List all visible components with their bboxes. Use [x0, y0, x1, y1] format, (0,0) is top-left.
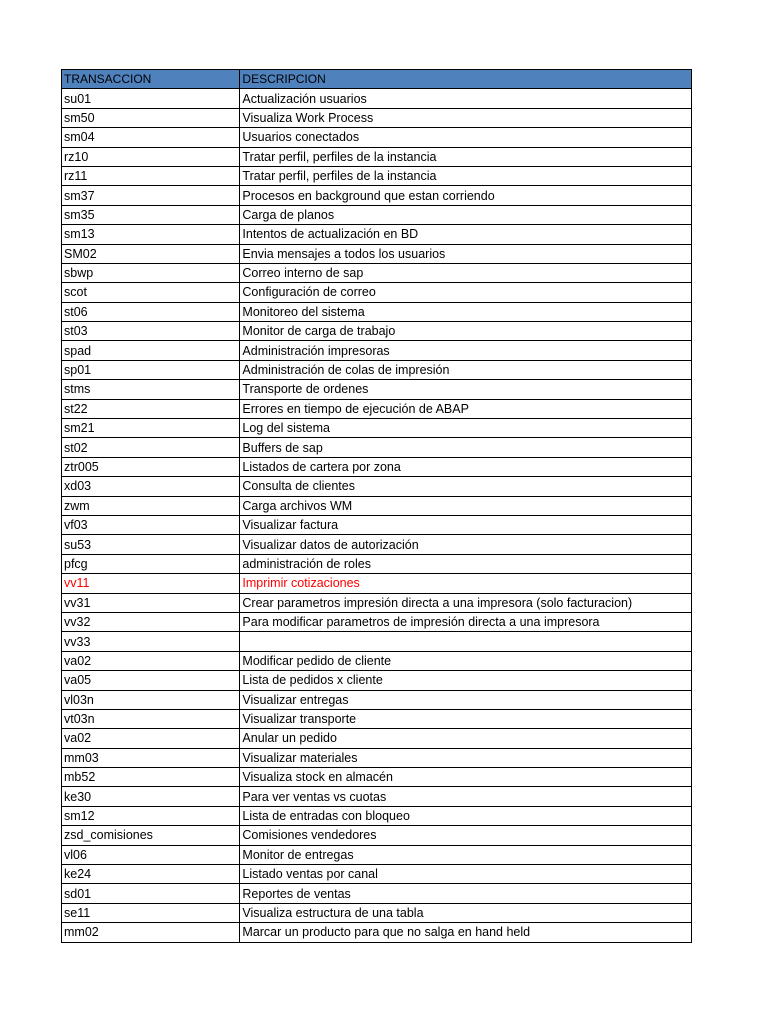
transaction-code-cell[interactable]: vv31	[62, 593, 240, 612]
transaction-description-cell[interactable]: Marcar un producto para que no salga en hand held	[240, 923, 692, 942]
table-body	[62, 89, 692, 942]
transaction-description-cell[interactable]: Administración de colas de impresión	[240, 360, 692, 379]
transaction-code-cell[interactable]: st06	[62, 302, 240, 321]
table-row	[62, 341, 692, 360]
transaction-description-cell[interactable]: Errores en tiempo de ejecución de ABAP	[240, 399, 692, 418]
transaction-code-cell[interactable]: sm35	[62, 205, 240, 224]
transaction-code-cell[interactable]: vv33	[62, 632, 240, 651]
transaction-code-cell[interactable]: spad	[62, 341, 240, 360]
table-row	[62, 438, 692, 457]
table-row	[62, 147, 692, 166]
transaction-code-cell[interactable]: sm21	[62, 419, 240, 438]
transaction-description-cell[interactable]: Correo interno de sap	[240, 263, 692, 282]
transaction-code-cell[interactable]: vv32	[62, 612, 240, 631]
table-row	[62, 108, 692, 127]
transaction-description-cell[interactable]	[240, 632, 692, 651]
transaction-code-cell[interactable]: vv11	[62, 574, 240, 593]
transaction-code-cell[interactable]: st03	[62, 322, 240, 341]
transaction-description-cell[interactable]: Imprimir cotizaciones	[240, 574, 692, 593]
table-row	[62, 651, 692, 670]
table-row	[62, 884, 692, 903]
transaction-description-cell[interactable]: Listados de cartera por zona	[240, 457, 692, 476]
transaction-code-cell[interactable]: su53	[62, 535, 240, 554]
transaction-description-cell[interactable]: Configuración de correo	[240, 283, 692, 302]
transaction-description-cell[interactable]: Envia mensajes a todos los usuarios	[240, 244, 692, 263]
transaction-code-cell[interactable]: SM02	[62, 244, 240, 263]
table-row	[62, 302, 692, 321]
table-row	[62, 768, 692, 787]
table-row	[62, 360, 692, 379]
transaction-code-cell[interactable]: su01	[62, 89, 240, 108]
transaction-code-cell[interactable]: sbwp	[62, 263, 240, 282]
transaction-description-cell[interactable]: Crear parametros impresión directa a una impresora (solo facturacion)	[240, 593, 692, 612]
header-row	[62, 70, 692, 89]
transaction-code-cell[interactable]: va05	[62, 671, 240, 690]
table-row	[62, 166, 692, 185]
transaction-description-cell[interactable]: Modificar pedido de cliente	[240, 651, 692, 670]
transaction-code-cell[interactable]: vf03	[62, 515, 240, 534]
table-row	[62, 186, 692, 205]
table-row	[62, 865, 692, 884]
table-row	[62, 612, 692, 631]
transaction-code-cell[interactable]: sp01	[62, 360, 240, 379]
transaction-code-cell[interactable]: zwm	[62, 496, 240, 515]
table-row	[62, 515, 692, 534]
table-row	[62, 128, 692, 147]
transaction-code-cell[interactable]: se11	[62, 903, 240, 922]
transaction-code-cell[interactable]: ztr005	[62, 457, 240, 476]
transaction-description-cell[interactable]: Para modificar parametros de impresión directa a una impresora	[240, 612, 692, 631]
table-row	[62, 787, 692, 806]
transaction-description-cell[interactable]: Carga de planos	[240, 205, 692, 224]
transaction-code-cell[interactable]: va02	[62, 651, 240, 670]
transaction-description-cell[interactable]: Carga archivos WM	[240, 496, 692, 515]
transaction-description-cell[interactable]: Monitor de carga de trabajo	[240, 322, 692, 341]
transaction-code-cell[interactable]: sm04	[62, 128, 240, 147]
transaction-description-cell[interactable]: Administración impresoras	[240, 341, 692, 360]
table-row	[62, 806, 692, 825]
transaction-description-cell[interactable]: Tratar perfil, perfiles de la instancia	[240, 147, 692, 166]
transaction-code-cell[interactable]: va02	[62, 729, 240, 748]
transaction-description-cell[interactable]: Procesos en background que estan corriendo	[240, 186, 692, 205]
transaction-code-cell[interactable]: sm13	[62, 225, 240, 244]
transaction-description-cell[interactable]: Consulta de clientes	[240, 477, 692, 496]
transaction-description-cell[interactable]: Lista de entradas con bloqueo	[240, 806, 692, 825]
transaction-code-cell[interactable]: vl03n	[62, 690, 240, 709]
transaction-description-cell[interactable]: Visualizar materiales	[240, 748, 692, 767]
table-row	[62, 690, 692, 709]
transaction-description-cell[interactable]: Transporte de ordenes	[240, 380, 692, 399]
transaction-description-cell[interactable]: Listado ventas por canal	[240, 865, 692, 884]
table-row	[62, 419, 692, 438]
transaction-description-cell[interactable]: Visualiza stock en almacén	[240, 768, 692, 787]
transaction-description-cell[interactable]: administración de roles	[240, 554, 692, 573]
transaction-code-cell[interactable]: pfcg	[62, 554, 240, 573]
table-row	[62, 903, 692, 922]
transaction-description-cell[interactable]: Usuarios conectados	[240, 128, 692, 147]
transaction-description-cell[interactable]: Monitoreo del sistema	[240, 302, 692, 321]
table-row	[62, 283, 692, 302]
transaction-description-cell[interactable]: Visualizar factura	[240, 515, 692, 534]
transaction-code-cell[interactable]: rz11	[62, 166, 240, 185]
table-row	[62, 225, 692, 244]
transaction-description-cell[interactable]: Lista de pedidos x cliente	[240, 671, 692, 690]
transaction-description-cell[interactable]: Anular un pedido	[240, 729, 692, 748]
table-row	[62, 380, 692, 399]
transaction-code-cell[interactable]: mb52	[62, 768, 240, 787]
table-row	[62, 205, 692, 224]
transaction-code-cell[interactable]: rz10	[62, 147, 240, 166]
transaction-description-cell[interactable]: Log del sistema	[240, 419, 692, 438]
transaction-code-cell[interactable]: xd03	[62, 477, 240, 496]
table-row	[62, 496, 692, 515]
table-row	[62, 748, 692, 767]
transaction-code-cell[interactable]: st02	[62, 438, 240, 457]
table-row	[62, 574, 692, 593]
transaction-code-cell[interactable]: sm12	[62, 806, 240, 825]
transaction-description-cell[interactable]: Reportes de ventas	[240, 884, 692, 903]
table-row	[62, 671, 692, 690]
table-row	[62, 457, 692, 476]
table-row	[62, 477, 692, 496]
transaction-code-cell[interactable]: zsd_comisiones	[62, 826, 240, 845]
header-descripcion[interactable]: DESCRIPCION	[240, 70, 692, 89]
transaction-description-cell[interactable]: Visualizar transporte	[240, 709, 692, 728]
transaction-code-cell[interactable]: vt03n	[62, 709, 240, 728]
transaction-description-cell[interactable]: Actualización usuarios	[240, 89, 692, 108]
table-row	[62, 399, 692, 418]
table-row	[62, 845, 692, 864]
transaction-code-cell[interactable]: stms	[62, 380, 240, 399]
transaction-description-cell[interactable]: Comisiones vendedores	[240, 826, 692, 845]
transaction-code-cell[interactable]: sm50	[62, 108, 240, 127]
transaction-code-cell[interactable]: mm02	[62, 923, 240, 942]
transaction-code-cell[interactable]: sm37	[62, 186, 240, 205]
transaction-description-cell[interactable]: Visualizar entregas	[240, 690, 692, 709]
table-row	[62, 535, 692, 554]
transaction-description-cell[interactable]: Visualizar datos de autorización	[240, 535, 692, 554]
transaction-description-cell[interactable]: Buffers de sap	[240, 438, 692, 457]
transaction-code-cell[interactable]: ke24	[62, 865, 240, 884]
transactions-table	[61, 69, 692, 943]
transaction-code-cell[interactable]: vl06	[62, 845, 240, 864]
table-row	[62, 709, 692, 728]
transaction-description-cell[interactable]: Para ver ventas vs cuotas	[240, 787, 692, 806]
transaction-description-cell[interactable]: Visualiza Work Process	[240, 108, 692, 127]
table-row	[62, 89, 692, 108]
transaction-description-cell[interactable]: Visualiza estructura de una tabla	[240, 903, 692, 922]
transaction-code-cell[interactable]: st22	[62, 399, 240, 418]
transaction-code-cell[interactable]: mm03	[62, 748, 240, 767]
table-row	[62, 632, 692, 651]
transaction-description-cell[interactable]: Tratar perfil, perfiles de la instancia	[240, 166, 692, 185]
table-row	[62, 322, 692, 341]
table-row	[62, 244, 692, 263]
header-transaccion[interactable]: TRANSACCION	[62, 70, 240, 89]
table-row	[62, 554, 692, 573]
transaction-code-cell[interactable]: sd01	[62, 884, 240, 903]
table-row	[62, 826, 692, 845]
transaction-description-cell[interactable]: Monitor de entregas	[240, 845, 692, 864]
table-row	[62, 729, 692, 748]
transaction-code-cell[interactable]: scot	[62, 283, 240, 302]
transaction-code-cell[interactable]: ke30	[62, 787, 240, 806]
transaction-description-cell[interactable]: Intentos de actualización en BD	[240, 225, 692, 244]
table-row	[62, 923, 692, 942]
table-row	[62, 263, 692, 282]
table-row	[62, 593, 692, 612]
